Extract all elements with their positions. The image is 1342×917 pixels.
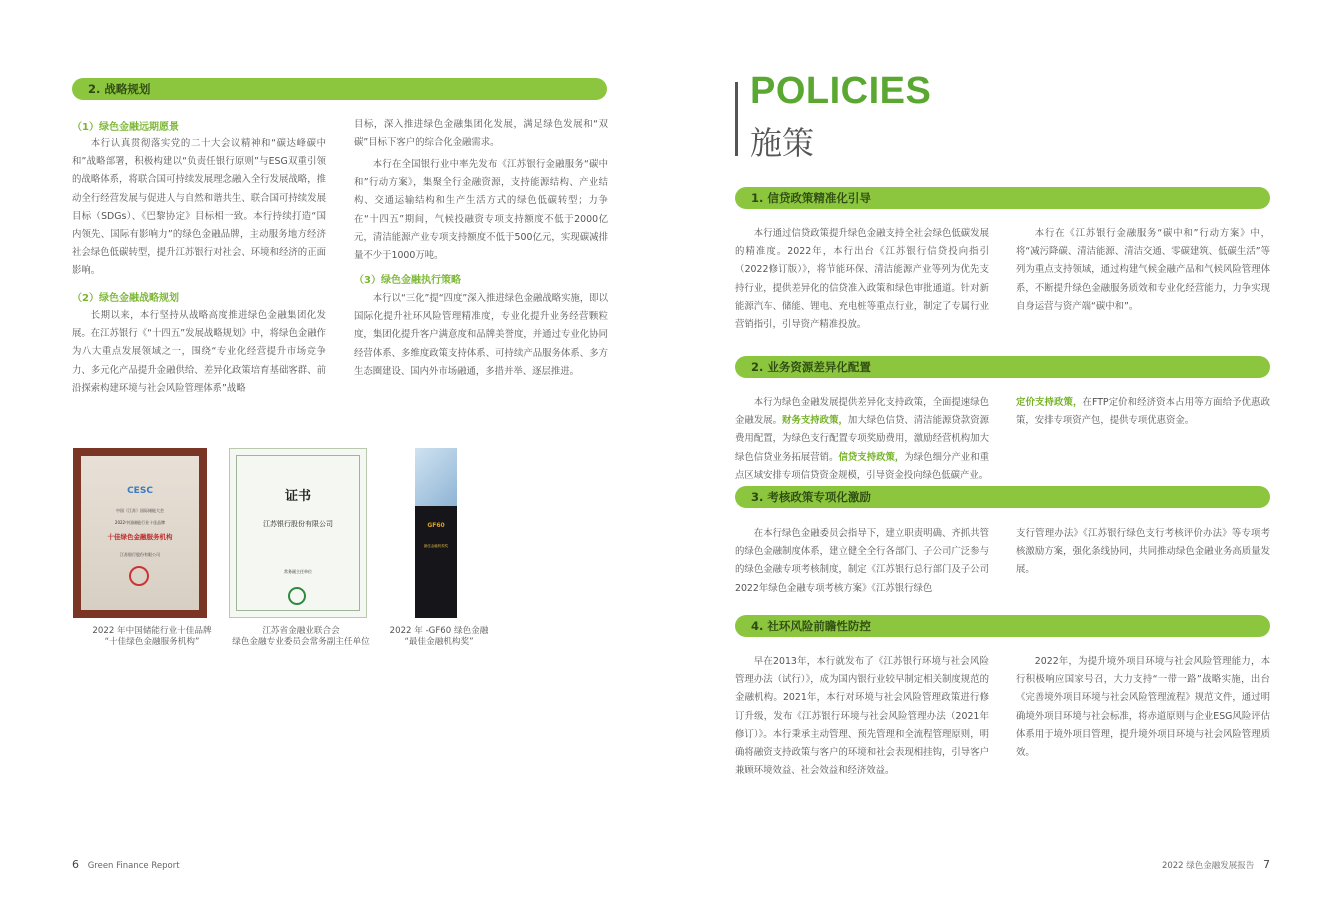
trophy-crystal xyxy=(415,448,457,506)
trophy-image xyxy=(415,448,457,618)
award1-line4: 江苏银行股份有限公司 xyxy=(120,552,160,557)
page-number-left: 6 xyxy=(72,858,79,871)
paragraph-assessment-left: 在本行绿色金融委员会指导下，建立职责明确、齐抓共管的绿色金融制度体系，建立健全全行各部门、子公司广泛参与的绿色金融专项考核制度，制定《江苏银行总行部门及子公司2022年绿色金融专项考核方案》《江苏银行绿色 xyxy=(735,528,989,594)
certificate-company: 江苏银行股份有限公司 xyxy=(263,520,333,528)
highlight-pricing-policy: 定价支持政策， xyxy=(1016,397,1083,408)
paragraph-risk-right: 2022年，为提升境外项目环境与社会风险管理能力，本行积极响应国家号召，大力支持“一带一路”战略实施，出台《完善境外项目环境与社会风险管理流程》规范文件，通过明确境外项目环境与社会标准，将赤道原则与企业ESG风险评估体系用于境外项目管理，提升境外项目环境与社会风险管理质效。 xyxy=(1016,656,1270,759)
certificate-title: 证书 xyxy=(284,489,311,504)
page-number-right: 7 xyxy=(1263,858,1270,871)
cesc-logo: CESC xyxy=(127,486,153,496)
footer-left-text: Green Finance Report xyxy=(87,861,180,871)
gf60-logo: GF60 xyxy=(427,522,445,529)
award1-line2: 2022中国储能行业十佳品牌 xyxy=(114,520,166,525)
subheading-vision: （1）绿色金融远期愿景 xyxy=(72,122,179,133)
page-title-cn: 施策 xyxy=(750,124,815,162)
caption-award-3: 2022 年 -GF60 绿色金融 “最佳金融机构奖” xyxy=(389,626,489,647)
page-title-en: POLICIES xyxy=(750,70,932,112)
paragraph-vision: 本行认真贯彻落实党的二十大会议精神和“碳达峰碳中和”战略部署，积极构建以“负责任银行原则”与ESG双重引领的战略体系，将联合国可持续发展理念融入全行发展战略，推动全行经营发展与促进人与自然和谐共生、联合国可持续发展目标（SDGs）、《巴黎协定》目标相一致。本行持续打造“国内领先、国际有影响力”的绿色金融品牌，主动服务地方经济社会绿色低碳转型，提升江苏银行对社会、环境和经济的正面影响。 xyxy=(72,138,326,277)
paragraph-assessment-right: 支行管理办法》《江苏银行绿色支行考核评价办法》等专项考核激励方案，强化条线协同，共同推动绿色金融业务高质量发展。 xyxy=(1016,528,1270,576)
subheading-plan: （2）绿色金融战略规划 xyxy=(72,293,179,304)
green-seal-icon xyxy=(288,587,306,605)
award-plaque-image xyxy=(73,448,207,618)
footer-right-text: 2022 绿色金融发展报告 xyxy=(1161,861,1255,871)
paragraph-plan: 长期以来，本行坚持从战略高度推进绿色金融集团化发展。在江苏银行《“十四五”发展战略规划》中，将绿色金融作为八大重点发展领域之一，围绕“专业化经营提升市场竞争力、多元化产品提升金融供给、差异化政策培育基础客群、前沿探索构建环境与社会风险管理体系”战略 xyxy=(72,310,326,394)
section-bar-strategy: 2. 战略规划 xyxy=(72,78,607,100)
caption-award-2: 江苏省金融业联合会 绿色金融专业委员会常务副主任单位 xyxy=(232,626,370,647)
certificate-role: 常务副主任单位 xyxy=(284,569,312,574)
highlight-finance-policy: 财务支持政策， xyxy=(782,415,848,427)
resources-text-c: 为绿色细分产业和重点区域安排专项信贷资金规模，引导资金投向绿色低碳产业。 xyxy=(735,451,989,481)
paragraph-risk-left: 早在2013年，本行就发布了《江苏银行环境与社会风险管理办法（试行）》，成为国内银行业较早制定相关制度规范的金融机构。2021年，本行对环境与社会风险管理政策进行修订升级，发布《江苏银行环境与社会风险管理办法（2021年修订）》。本行秉承主动管理、预先管理和全流程管理原则，明确将融资支持政策与客户的环境和社会表现相挂钩，引导客户兼顾环境效益、社会效益和经济效益。 xyxy=(735,656,989,777)
footer-right xyxy=(1162,858,1270,871)
trophy-label: 最佳金融机构奖 xyxy=(423,544,449,548)
section-bar-credit-policy: 1. 信贷政策精准化引导 xyxy=(735,187,1270,209)
section-bar-resources: 2. 业务资源差异化配置 xyxy=(735,356,1270,378)
paragraph-execution: 本行以“三化”提“四度”深入推进绿色金融战略实施，即以国际化提升社环风险管理精准度，专业化提升业务经营颗粒度，集团化提升客户满意度和品牌美誉度，并通过专业化协同经营体系、多维度政策支持体系、可持续产品服务体系、多方生态圈建设、国内外市场融通，多措并举、逐层推进。 xyxy=(354,293,608,377)
paragraph-resources-left xyxy=(735,394,989,485)
caption-award-1: 2022 年中国储能行业十佳品牌 “十佳绿色金融服务机构” xyxy=(92,626,212,647)
paragraph-credit-right: 本行在《江苏银行金融服务“碳中和”行动方案》中，将“减污降碳、清洁能源、清洁交通、零碳建筑、低碳生活”等列为重点支持领域，通过构建气候金融产品和气候风险管理体系，不断提升绿色金融服务质效和专业化经营能力，力争实现自身运营与资产端“碳中和”。 xyxy=(1016,228,1270,312)
paragraph-action: 本行在全国银行业中率先发布《江苏银行金融服务“碳中和”行动方案》，集聚全行金融资源，支持能源结构、产业结构、交通运输结构和生产生活方式的绿色低碳转型；力争在“十四五”期间，气候投融资专项支持额度不低于2000亿元，清洁能源产业专项支持额度不低于500亿元，实现碳减排量不少于1000万吨。 xyxy=(354,159,608,262)
award1-line1: 中国（江苏）国际储能大会 xyxy=(116,508,164,513)
resources-text-b: 加大绿色信贷、清洁能源贷款资源费用配置，为绿色支行配置专项奖励费用，激励经营机构加大绿色信贷业务拓展营销。 xyxy=(735,415,989,463)
paragraph-resources-right xyxy=(1016,394,1270,430)
certificate-image xyxy=(229,448,367,618)
subheading-execution: （3）绿色金融执行策略 xyxy=(354,275,461,286)
award1-line3: 十佳绿色金融服务机构 xyxy=(107,533,173,541)
resources-text-d: 在FTP定价和经济资本占用等方面给予优惠政策，安排专项资产包，提供专项优惠资金。 xyxy=(1016,397,1270,427)
paragraph-plan-cont: 目标，深入推进绿色金融集团化发展，满足绿色发展和“双碳”目标下客户的综合化金融需求。 xyxy=(354,119,608,149)
red-seal-icon xyxy=(129,566,149,586)
title-accent-line xyxy=(735,82,738,156)
section-bar-risk: 4. 社环风险前瞻性防控 xyxy=(735,615,1270,637)
paragraph-credit-left: 本行通过信贷政策提升绿色金融支持全社会绿色低碳发展的精准度。2022年，本行出台《江苏银行信贷投向指引（2022修订版）》，将节能环保、清洁能源产业等列为优先支持行业，提供差异化的信贷准入政策和绿色审批通道。针对新能源汽车、储能、锂电、充电桩等重点行业，制定了专属行业营销指引，引导资产精准投放。 xyxy=(735,228,989,331)
resources-text-a: 本行为绿色金融发展提供差异化支持政策，全面提速绿色金融发展。 xyxy=(735,397,989,427)
section-bar-assessment: 3. 考核政策专项化激励 xyxy=(735,486,1270,508)
highlight-credit-policy: 信贷支持政策， xyxy=(838,451,905,463)
footer-left xyxy=(72,858,180,871)
